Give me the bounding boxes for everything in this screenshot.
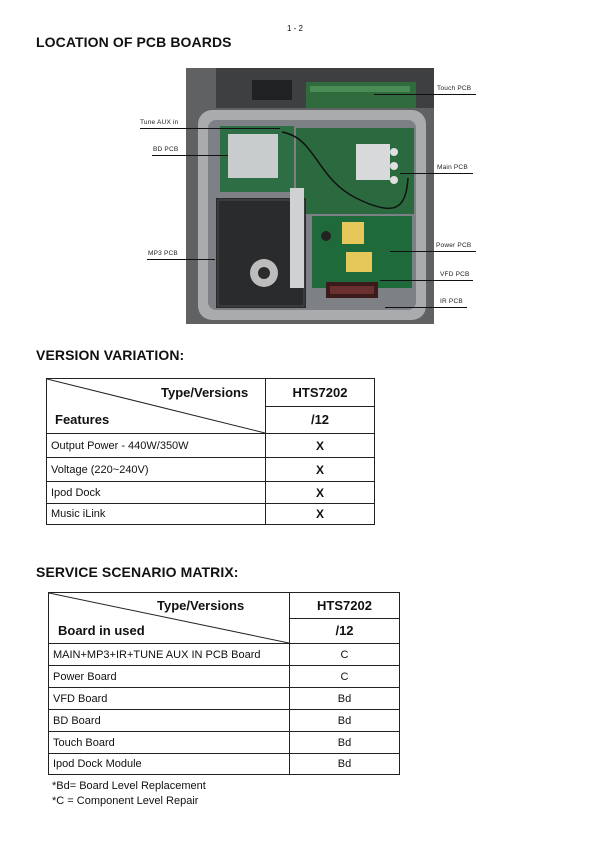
callout-line-vfd <box>380 280 473 281</box>
table-row <box>47 458 375 482</box>
board-label: Touch Board <box>49 732 290 754</box>
board-label: BD Board <box>49 710 290 732</box>
board-value: Bd <box>290 754 400 775</box>
callout-power-pcb: Power PCB <box>436 242 472 249</box>
table-row <box>49 754 400 775</box>
board-label: MAIN+MP3+IR+TUNE AUX IN PCB Board <box>49 644 290 666</box>
feature-mark: X <box>266 482 375 504</box>
section-title-service-matrix: SERVICE SCENARIO MATRIX: <box>36 564 239 580</box>
table-row <box>49 666 400 688</box>
callout-bd-pcb: BD PCB <box>153 146 179 153</box>
callout-line-bd <box>152 155 228 156</box>
board-value: Bd <box>290 732 400 754</box>
table-row <box>49 710 400 732</box>
header-type-versions: Type/Versions <box>161 385 249 400</box>
table-row <box>47 504 375 525</box>
matrix-column-header <box>290 593 400 644</box>
version-column-header <box>266 379 375 434</box>
feature-mark: X <box>266 504 375 525</box>
callout-line-main <box>400 173 473 174</box>
callout-ir-pcb: IR PCB <box>440 298 463 305</box>
section-title-version-variation: VERSION VARIATION: <box>36 347 185 363</box>
table-row <box>47 482 375 504</box>
header-board-in-used: Board in used <box>58 623 145 638</box>
service-matrix-table <box>48 592 400 775</box>
callout-line-tune <box>140 128 280 129</box>
callout-line-ir <box>385 307 467 308</box>
header-features: Features <box>55 412 110 427</box>
callout-line-power <box>390 251 476 252</box>
page-number: 1 - 2 <box>287 24 304 33</box>
callout-main-pcb: Main PCB <box>437 164 468 171</box>
board-label: Ipod Dock Module <box>49 754 290 775</box>
header-type-versions: Type/Versions <box>157 598 245 613</box>
feature-mark: X <box>266 434 375 458</box>
board-value: C <box>290 644 400 666</box>
pcb-photo-illustration <box>186 68 434 324</box>
section-title-pcb-location: LOCATION OF PCB BOARDS <box>36 34 232 50</box>
version-variation-table <box>46 378 375 525</box>
version-header-cell <box>47 379 266 434</box>
table-row <box>49 688 400 710</box>
callout-line-mp3 <box>147 259 215 260</box>
note-bd: *Bd= Board Level Replacement <box>52 780 206 792</box>
feature-label: Output Power - 440W/350W <box>47 434 266 458</box>
board-label: VFD Board <box>49 688 290 710</box>
feature-mark: X <box>266 458 375 482</box>
pcb-photo <box>186 68 434 324</box>
callout-tune-aux-in: Tune AUX in <box>140 119 179 126</box>
feature-label: Music iLink <box>47 504 266 525</box>
board-value: C <box>290 666 400 688</box>
table-row <box>49 732 400 754</box>
feature-label: Voltage (220~240V) <box>47 458 266 482</box>
column-model: HTS7202 <box>290 593 399 619</box>
feature-label: Ipod Dock <box>47 482 266 504</box>
callout-vfd-pcb: VFD PCB <box>440 271 470 278</box>
column-version: /12 <box>310 412 330 427</box>
column-version: /12 <box>335 623 354 638</box>
board-label: Power Board <box>49 666 290 688</box>
matrix-header-cell <box>49 593 290 644</box>
table-row <box>47 434 375 458</box>
note-c: *C = Component Level Repair <box>52 795 199 807</box>
table-row <box>49 644 400 666</box>
column-model: HTS7202 <box>266 379 374 407</box>
callout-line-touch <box>374 94 476 95</box>
callout-touch-pcb: Touch PCB <box>437 85 472 92</box>
board-value: Bd <box>290 710 400 732</box>
board-value: Bd <box>290 688 400 710</box>
callout-mp3-pcb: MP3 PCB <box>148 250 178 257</box>
